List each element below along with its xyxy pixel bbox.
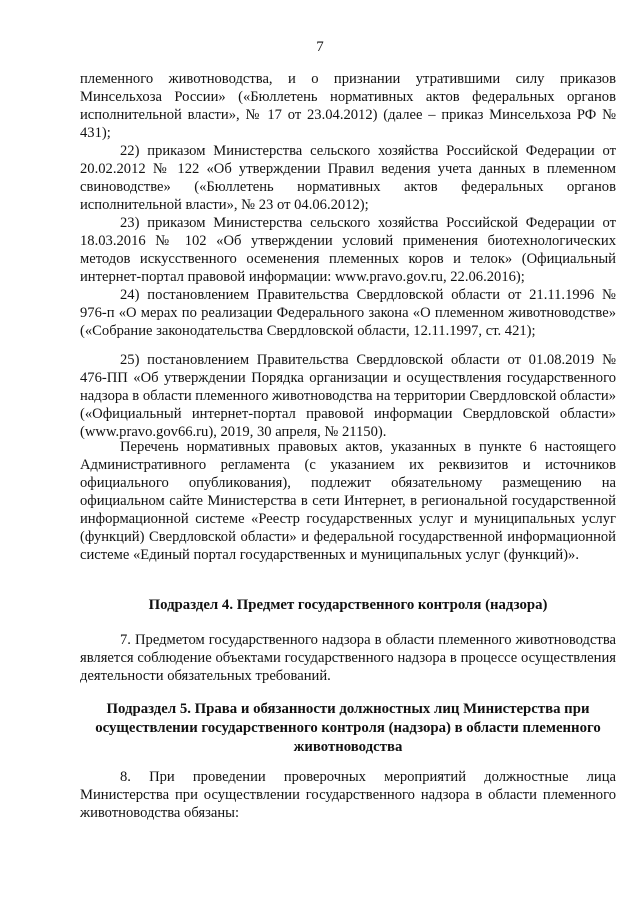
list-item-23: 23) приказом Министерства сельского хозяйства Российской Федерации от 18.03.2016 № 102 «Об утверждении условий применения биотехнологических методов искусственного осеменения племенных коров и телок» (Официальный интернет-портал правовой информации: www.pravo.gov.ru, 22.06.2016); bbox=[80, 215, 616, 285]
list-item-22: 22) приказом Министерства сельского хозяйства Российской Федерации от 20.02.2012 № 122 «Об утверждении Правил ведения учета данных в племенном свиноводстве» («Бюллетень нормативных актов федеральных органов исполнительной власти», № 23 от 04.06.2012); bbox=[80, 143, 616, 213]
heading-subsection-5: Подраздел 5. Права и обязанности должностных лиц Министерства при осуществлении государственного контроля (надзора) в области племенного животноводства bbox=[95, 701, 601, 755]
paragraph-continuation: племенного животноводства, и о признании утратившими силу приказов Минсельхоза России» («Бюллетень нормативных актов федеральных органов исполнительной власти», № 17 от 23.04.2012) (далее – приказ Минсельхоза РФ № 431); bbox=[80, 71, 616, 141]
paragraph-item-8: 8. При проведении проверочных мероприятий должностные лица Министерства при осуществлении государственного надзора в области племенного животноводства обязаны: bbox=[80, 769, 616, 821]
list-item-25: 25) постановлением Правительства Свердловской области от 01.08.2019 № 476-ПП «Об утверждении Порядка организации и осуществления государственного надзора в области племенного животноводства на территории Свердловской области» («Официальный интернет-портал правовой информации Свердловской области» (www.pravo.gov66.ru), 2019, 30 апреля, № 21150). bbox=[80, 352, 616, 440]
paragraph-item-7: 7. Предметом государственного надзора в области племенного животноводства является соблюдение объектами государственного надзора в процессе осуществления деятельности обязательных требований. bbox=[80, 632, 616, 684]
page-number: 7 bbox=[316, 39, 324, 55]
heading-subsection-4: Подраздел 4. Предмет государственного контроля (надзора) bbox=[148, 597, 548, 613]
paragraph-regulations-list: Перечень нормативных правовых актов, указанных в пункте 6 настоящего Административного регламента (с указанием их реквизитов и источников официального опубликования), подлежит обязательному размещению на официальном сайте Министерства в сети Интернет, в региональной государственной информационной системе «Реестр государственных услуг и муниципальных услуг (функций) Свердловской области» и федеральной государственной информационной системе «Единый портал государственных и муниципальных услуг (функций)». bbox=[80, 439, 616, 563]
list-item-24: 24) постановлением Правительства Свердловской области от 21.11.1996 № 976-п «О мерах по реализации Федерального закона «О племенном животноводстве» («Собрание законодательства Свердловской области, 12.11.1997, ст. 421); bbox=[80, 287, 616, 339]
